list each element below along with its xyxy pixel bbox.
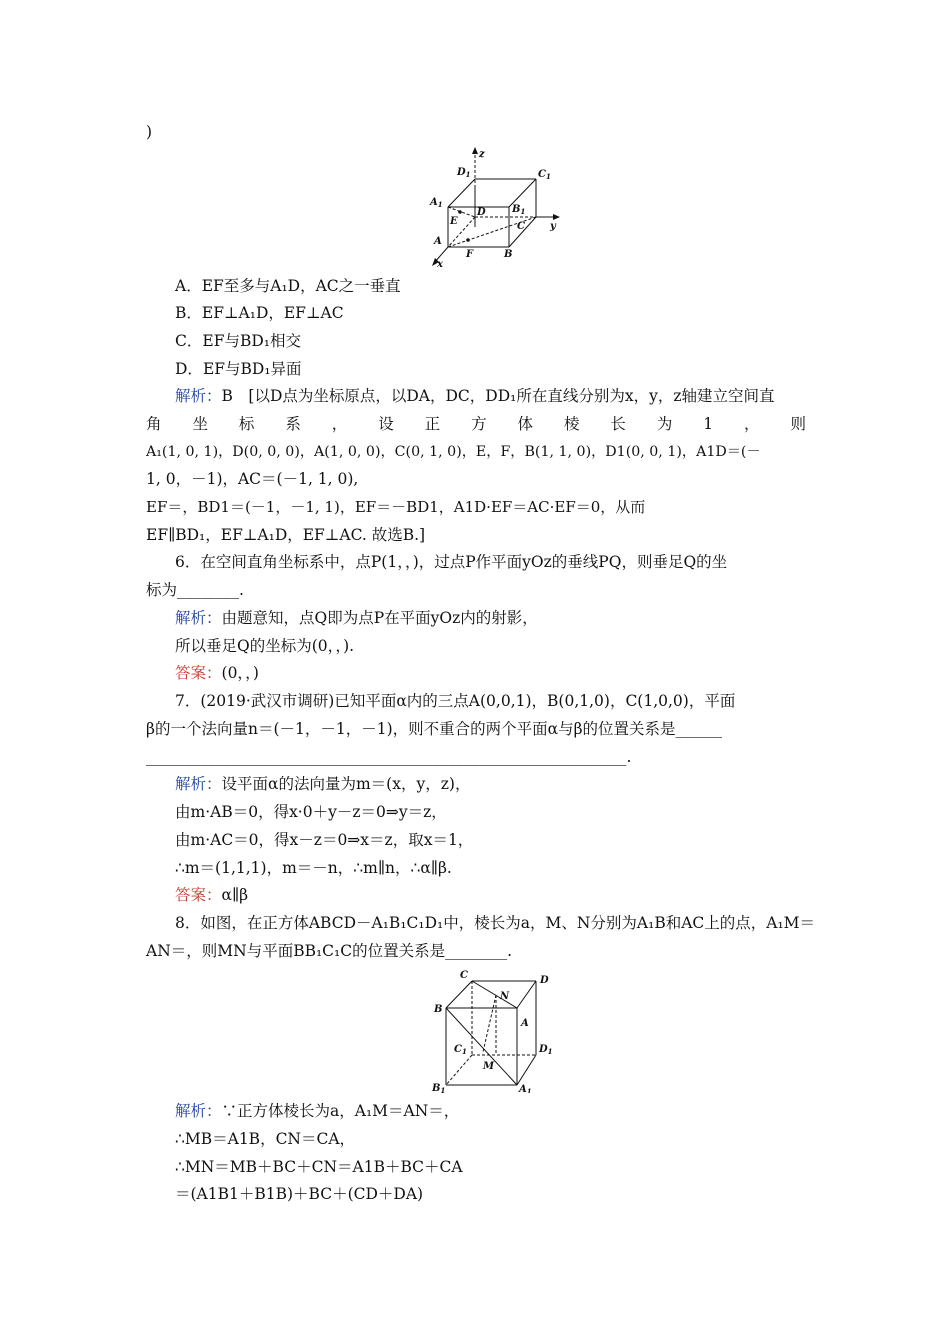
label-y: y [550,221,556,232]
q7-line2: β的一个法向量n＝(－1，－1，－1)，则不重合的两个平面α与β的位置关系是______ [146,720,723,738]
label-b: B [504,249,513,260]
label2-a1: $A_1$ [519,1084,532,1093]
q5-analysis-line1: 解析：B [以D点为坐标原点，以DA，DC，DD₁所在直线分别为x，y，z轴建立空间直 [175,387,775,405]
q7-analysis3: 由m·AC＝0，得x－z＝0⇒x＝z，取x＝1， [175,831,474,849]
q7-analysis2: 由m·AB＝0，得x·0＋y－z＝0⇒y＝z， [175,803,447,821]
q8-analysis3: ∴MN＝MB＋BC＋CN＝A1B＋BC＋CA [175,1158,463,1176]
q8-analysis1: 解析：∵正方体棱长为a，A₁M＝AN＝， [175,1102,460,1120]
q8-line2: AN＝，则MN与平面BB₁C₁C的位置关系是________. [146,942,513,960]
label2-d: D [540,975,549,986]
option-c: C．EF与BD₁相交 [175,332,301,350]
q5-analysis-line2: 角 坐 标 系 ， 设 正 方 体 棱 长 为 1 ， 则 [146,415,806,433]
cube-figure-2 [428,968,568,1093]
q5-analysis-line3: A₁(1, 0, 1)，D(0, 0, 0)，A(1, 0, 0)，C(0, 1, 0)，E，F，B(1, 1, 0)，D1(0, 0, 1)，A1D＝(－ [146,444,761,460]
label-a: A [434,236,442,247]
label-d1: $D_1$ [457,167,471,179]
label-c: C [517,221,525,232]
label-e: E [450,216,458,227]
q7-answer: 答案：α∥β [175,886,249,904]
q7-line3: ______________________________________________________________. [146,748,632,766]
label2-c1: $C_1$ [454,1044,467,1056]
q6-analysis2: 所以垂足Q的坐标为(0，，). [175,637,355,655]
cube-figure-1 [420,145,570,270]
label-z: z [479,149,485,160]
label-c1: $C_1$ [538,169,551,181]
label-d: D [477,207,486,218]
label2-b1: $B_1$ [432,1083,446,1093]
option-d: D．EF与BD₁异面 [175,360,302,378]
option-a: A．EF至多与A₁D，AC之一垂直 [175,277,401,295]
label2-c: C [460,970,468,981]
q8-analysis2: ∴MB＝A1B，CN＝CA， [175,1130,356,1148]
q7-analysis1: 解析：设平面α的法向量为m＝(x，y，z)， [175,775,471,793]
q6-line2: 标为________. [146,581,244,599]
label-a1: $A_1$ [430,197,443,209]
label2-m: M [483,1061,495,1072]
q8-line1: 8．如图，在正方体ABCD－A₁B₁C₁D₁中，棱长为a，M、N分别为A₁B和AC上的点，A₁M＝ [175,914,816,932]
label2-b: B [434,1004,443,1015]
label-x: x [437,259,443,270]
label2-d1: $D_1$ [539,1044,553,1056]
option-b: B．EF⊥A₁D，EF⊥AC [175,304,344,322]
label-b1: $B_1$ [512,204,526,216]
q6-answer: 答案：(0，，) [175,664,259,682]
label-f: F [466,249,474,260]
label2-n: N [500,991,510,1002]
q7-analysis4: ∴m＝(1,1,1)，m＝－n，∴m∥n，∴α∥β. [175,859,452,877]
q7-line1: 7．(2019·武汉市调研)已知平面α内的三点A(0,0,1)，B(0,1,0)，C(1,0,0)，平面 [175,692,736,710]
q5-analysis-line4: 1, 0，－1)，AC＝(－1, 1, 0), [146,470,359,488]
continued-paren: ) [146,123,153,141]
q6-line1: 6．在空间直角坐标系中，点P(1，，)，过点P作平面yOz的垂线PQ，则垂足Q的坐 [175,553,728,571]
q5-analysis-line6: EF∥BD₁，EF⊥A₁D，EF⊥AC. 故选B.] [146,526,426,544]
q6-analysis1: 解析：由题意知，点Q即为点P在平面yOz内的射影， [175,609,538,627]
q8-analysis4: ＝(A1B1＋B1B)＋BC＋(CD＋DA) [175,1185,424,1203]
label2-a: A [521,1018,529,1029]
q5-analysis-line5: EF＝，BD1＝(－1，－1, 1)，EF＝－BD1，A1D·EF＝AC·EF＝0，从而 [146,498,646,516]
